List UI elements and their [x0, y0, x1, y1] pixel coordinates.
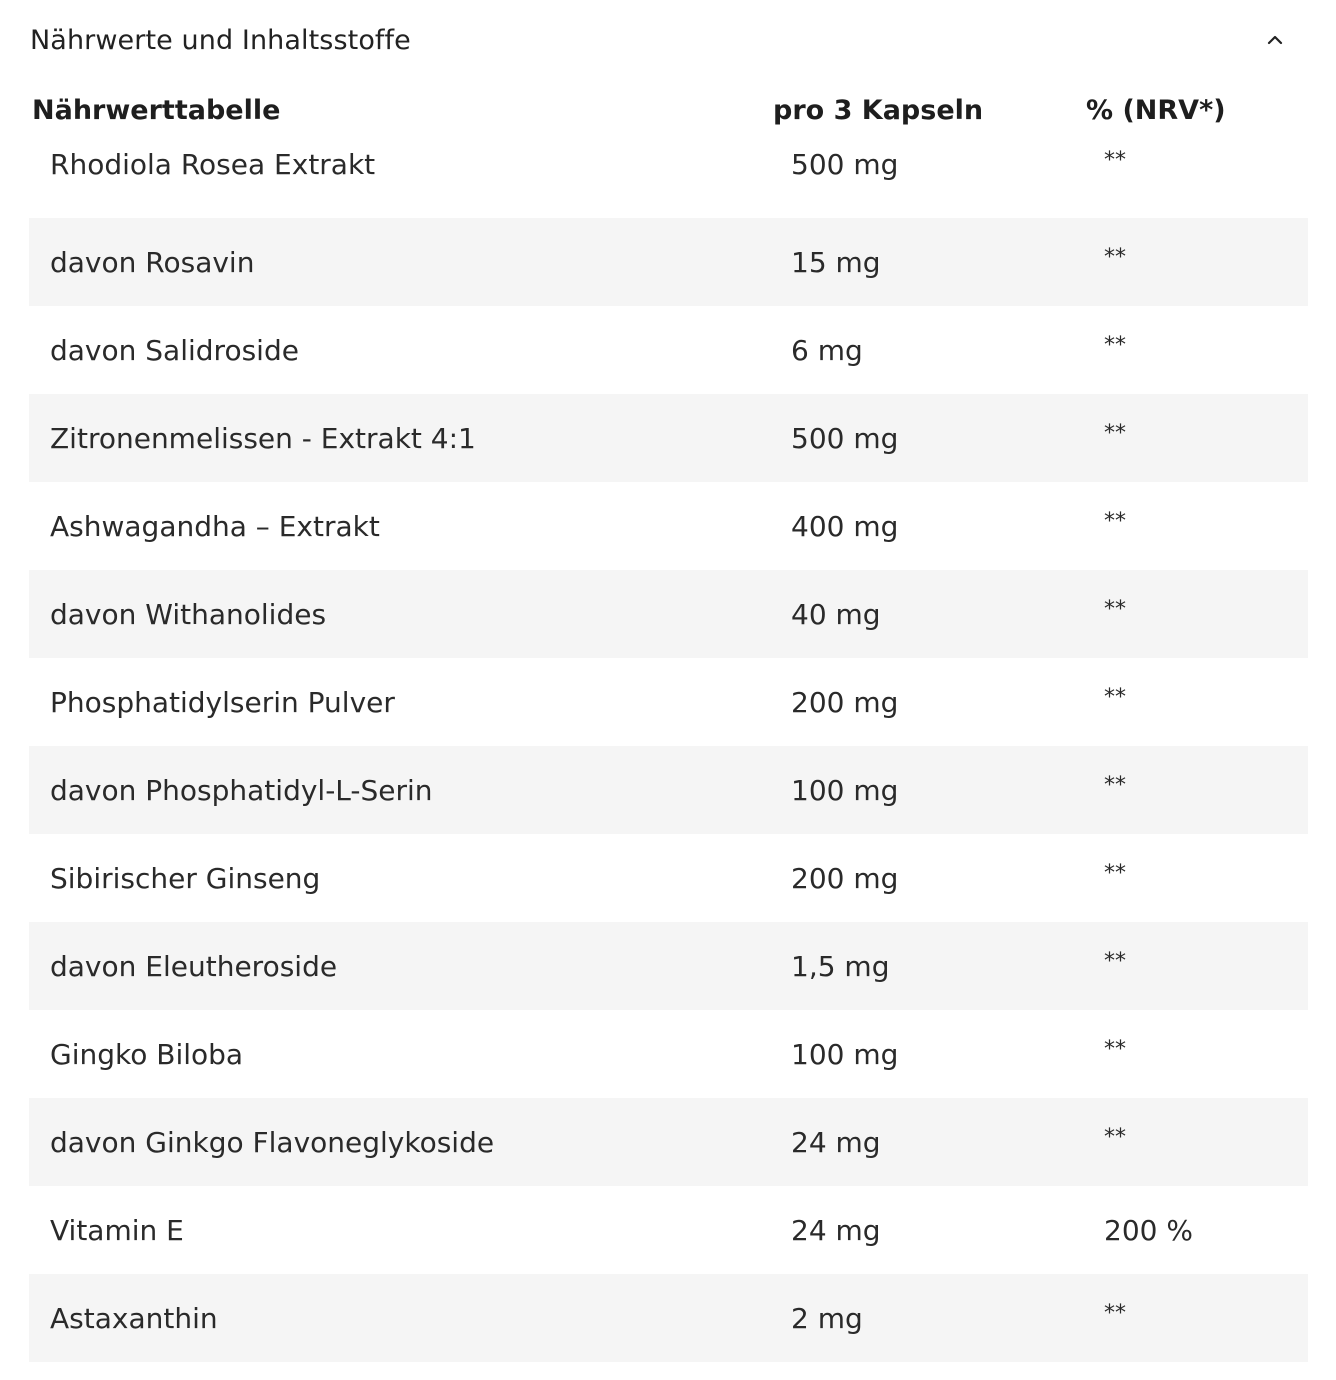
- ingredient-nrv: **: [1104, 332, 1126, 358]
- table-body: [29, 138, 1308, 1362]
- table-row: [29, 834, 1308, 922]
- header-amount: pro 3 Kapseln: [773, 94, 984, 126]
- ingredient-name: Ashwagandha – Extrakt: [50, 509, 380, 543]
- accordion-title: Nährwerte und Inhaltsstoffe: [30, 24, 411, 56]
- ingredient-name: davon Ginkgo Flavoneglykoside: [50, 1125, 495, 1159]
- ingredient-amount: 100 mg: [791, 773, 899, 807]
- ingredient-name: Phosphatidylserin Pulver: [50, 685, 395, 719]
- table-row: [29, 394, 1308, 482]
- ingredient-nrv: **: [1104, 596, 1126, 622]
- ingredient-amount: 500 mg: [791, 148, 899, 181]
- ingredient-amount: 400 mg: [791, 509, 899, 543]
- ingredient-nrv: **: [1104, 948, 1126, 974]
- ingredient-amount: 100 mg: [791, 1037, 899, 1071]
- table-row: [29, 658, 1308, 746]
- ingredient-name: Rhodiola Rosea Extrakt: [50, 148, 376, 181]
- table-row: [29, 1010, 1308, 1098]
- ingredient-name: davon Rosavin: [50, 245, 255, 279]
- ingredient-amount: 1,5 mg: [791, 949, 890, 983]
- ingredient-name: davon Salidroside: [50, 333, 299, 367]
- table-row: [29, 1186, 1308, 1274]
- ingredient-amount: 24 mg: [791, 1213, 881, 1247]
- table-row: [29, 746, 1308, 834]
- ingredient-nrv: **: [1104, 772, 1126, 798]
- header-name: Nährwerttabelle: [32, 94, 281, 126]
- ingredient-nrv: **: [1104, 508, 1126, 534]
- ingredient-amount: 6 mg: [791, 333, 863, 367]
- table-row: [29, 1274, 1308, 1362]
- ingredient-nrv: **: [1104, 1300, 1126, 1326]
- ingredient-nrv: **: [1104, 860, 1126, 886]
- header-nrv: % (NRV*): [1086, 94, 1226, 126]
- ingredient-name: davon Withanolides: [50, 597, 327, 631]
- table-row: [29, 306, 1308, 394]
- table-row: [29, 1098, 1308, 1186]
- ingredient-amount: 40 mg: [791, 597, 881, 631]
- ingredient-nrv: **: [1104, 244, 1126, 270]
- nutrition-table: [29, 82, 1308, 1362]
- ingredient-nrv: **: [1104, 148, 1126, 173]
- ingredient-name: Zitronenmelissen - Extrakt 4:1: [50, 421, 476, 455]
- ingredient-amount: 2 mg: [791, 1301, 863, 1335]
- ingredient-amount: 200 mg: [791, 685, 899, 719]
- ingredient-name: Sibirischer Ginseng: [50, 861, 321, 895]
- ingredient-name: Vitamin E: [50, 1213, 184, 1247]
- ingredient-nrv: 200 %: [1104, 1213, 1193, 1247]
- chevron-up-icon[interactable]: [1264, 29, 1286, 51]
- table-header: [29, 82, 1308, 138]
- ingredient-amount: 500 mg: [791, 421, 899, 455]
- ingredient-name: davon Eleutheroside: [50, 949, 338, 983]
- accordion-header[interactable]: [30, 14, 1290, 66]
- table-row: [29, 218, 1308, 306]
- ingredient-name: davon Phosphatidyl-L-Serin: [50, 773, 433, 807]
- ingredient-amount: 200 mg: [791, 861, 899, 895]
- table-row: [29, 570, 1308, 658]
- table-row: [29, 482, 1308, 570]
- ingredient-amount: 15 mg: [791, 245, 881, 279]
- table-row: [29, 922, 1308, 1010]
- table-row: [29, 138, 1308, 218]
- ingredient-amount: 24 mg: [791, 1125, 881, 1159]
- ingredient-nrv: **: [1104, 1124, 1126, 1150]
- ingredient-nrv: **: [1104, 420, 1126, 446]
- ingredient-name: Astaxanthin: [50, 1301, 218, 1335]
- ingredient-nrv: **: [1104, 1036, 1126, 1062]
- ingredient-name: Gingko Biloba: [50, 1037, 244, 1071]
- ingredient-nrv: **: [1104, 684, 1126, 710]
